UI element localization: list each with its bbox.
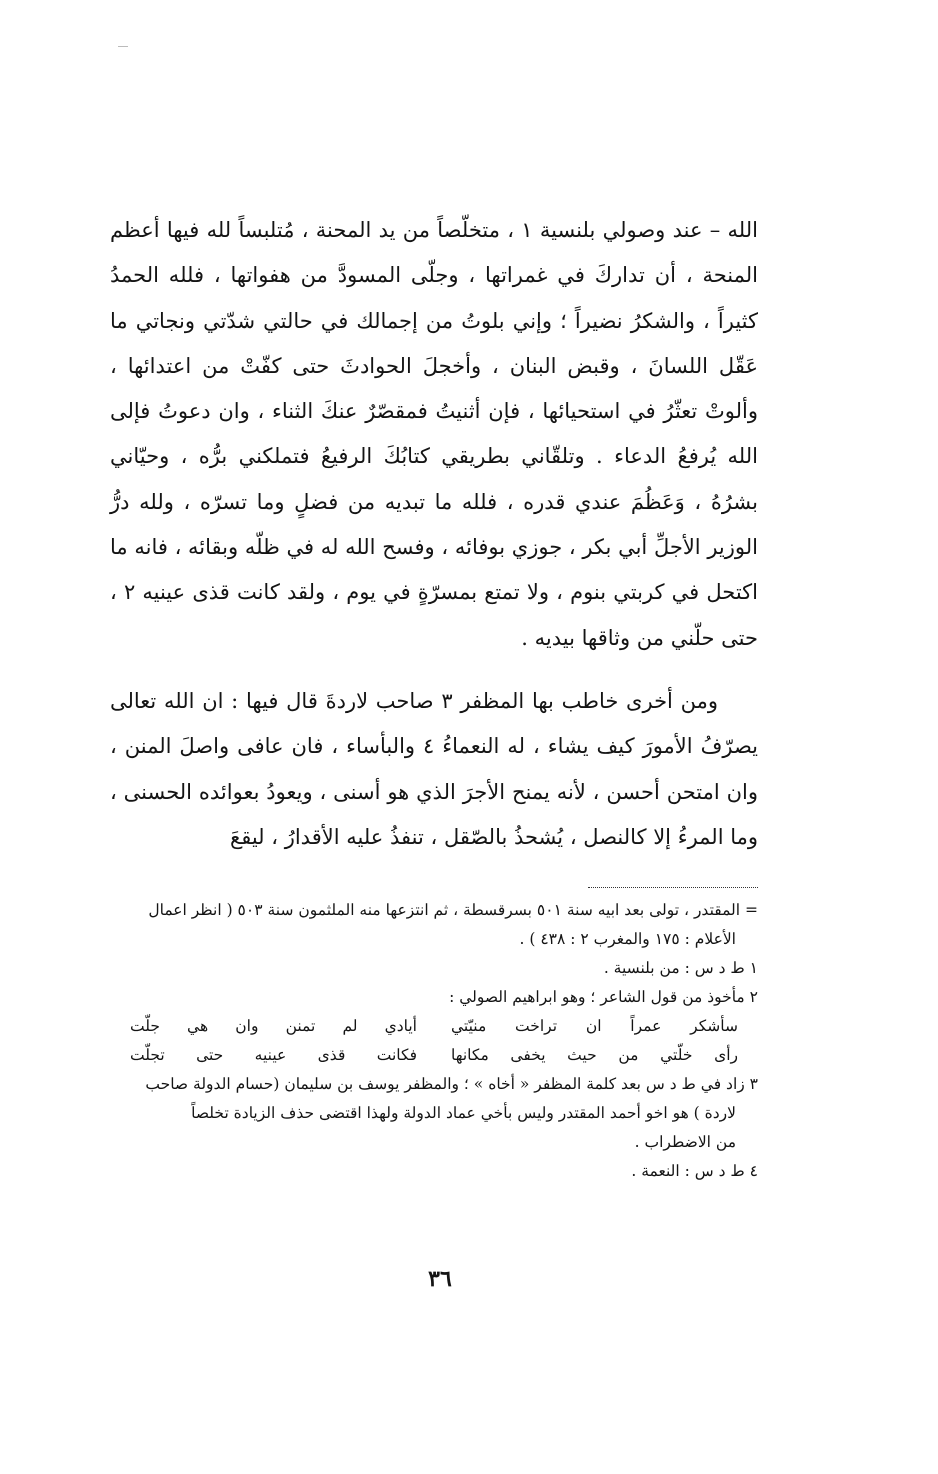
verse-2-second-hemistich: فكانت قذى عينيه حتى تجلّت bbox=[130, 1046, 417, 1064]
scan-speck bbox=[118, 46, 128, 47]
poem-verse-1 bbox=[110, 1012, 758, 1041]
page-number: ٣٦ bbox=[428, 1266, 452, 1292]
poem-verse-2 bbox=[110, 1041, 758, 1070]
footnote-3-line-1: ٣ زاد في ط د س بعد كلمة المظفر « أخاه » ؛ والمظفر يوسف بن سليمان (حسام الدولة صاحب bbox=[145, 1075, 758, 1093]
main-text bbox=[110, 208, 758, 860]
verse-1-second-hemistich: أيادي لم تمنن وان هي جلّت bbox=[130, 1017, 417, 1035]
footnote-3-line-3: من الاضطراب . bbox=[634, 1133, 736, 1151]
footnote-continued-line-1: = المقتدر ، تولى بعد ابيه سنة ٥٠١ بسرقسطة ، ثم انتزعها منه الملثمون سنة ٥٠٣ ( انظر اعمال bbox=[148, 901, 758, 919]
footnote-separator bbox=[588, 887, 758, 888]
footnote-3-line-2: لاردة ) هو اخو أحمد المقتدر وليس بأخي عماد الدولة ولهذا اقتضى حذف الزيادة تخلصاً bbox=[191, 1104, 736, 1122]
verse-1-first-hemistich: سأشكر عمراً ان تراخت منيّتي bbox=[451, 1017, 738, 1035]
paragraph-1: الله – عند وصولي بلنسية ١ ، متخلّصاً من يد المحنة ، مُتلبساً لله فيها أعظم المنحة ، أن تداركَ في غمراتها ، وجلّى المسودَّ من هفواتها ، فلله الحمدُ كثيراً ، والشكرُ نضيراً ؛ وإني بلوتُ من إجمالك في حالتي شدّتي ونجاتي ما عَقّل اللسانَ ، وقبض البنان ، وأخجلَ الحوادثَ حتى كفّتْ من اعتدائها ، وألوتْ تعثّرُ في استحيائها ، فإن أثنيتُ فمقصّرٌ عنكَ الثناء ، وان دعوتُ فإلى الله يُرفعُ الدعاء . وتلقّاني بطريقي كتابُكَ الرفيعُ فتملكني برُّه ، وحيّاني بشرُهُ ، وَعَظُمَ عندي قدره ، فلله ما تبديه من فضلٍ وما تسرّه ، ولله درُّ الوزير الأجلِّ أبي بكر ، جوزي بوفائه ، وفسح الله له في ظلّه وبقائه ، فانه ما اكتحل في كربتي بنوم ، ولا تمتع بمسرّةٍ في يوم ، ولقد كانت قذى عينيه ٢ ، حتى حلّني من وثاقها بيديه . bbox=[110, 218, 759, 650]
footnotes bbox=[110, 896, 758, 1186]
footnote-4: ٤ ط د س : النعمة . bbox=[631, 1162, 758, 1180]
footnote-1: ١ ط د س : من بلنسية . bbox=[603, 959, 758, 977]
footnote-2: ٢ مأخوذ من قول الشاعر ؛ وهو ابراهيم الصولي : bbox=[449, 988, 758, 1006]
verse-2-first-hemistich: رأى خلّتي من حيث يخفى مكانها bbox=[451, 1046, 738, 1064]
footnote-continued-line-2: الأعلام : ١٧٥ والمغرب ٢ : ٤٣٨ ) . bbox=[519, 930, 736, 948]
footnote-poem bbox=[110, 1012, 758, 1070]
paragraph-2: ومن أخرى خاطب بها المظفر ٣ صاحب لاردةَ قال فيها : ان الله تعالى يصرّفُ الأمورَ كيف يشاء ، له النعماءُ ٤ والبأساء ، فان عافى واصلَ المنن ، وان امتحن أحسن ، لأنه يمنح الأجرَ الذي هو أسنى ، ويعودُ بعوائده الحسنى ، وما المرءُ إلا كالنصل ، يُشحذُ بالصّقل ، تنفذُ عليه الأقدارُ ، ليقعَ bbox=[110, 688, 758, 849]
